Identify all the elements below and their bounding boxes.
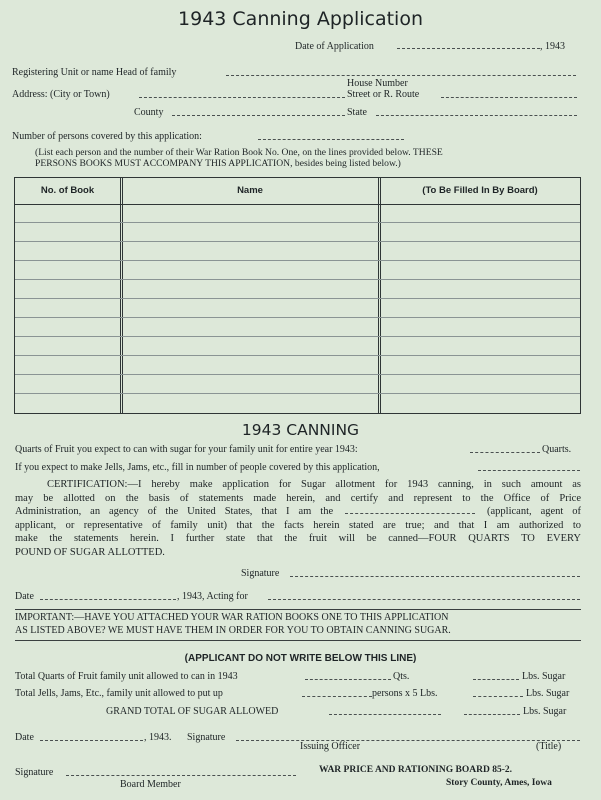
officer-signature-field[interactable]	[236, 740, 580, 741]
total-jells-label: Total Jells, Jams, Etc., family unit allowed to put up	[15, 688, 223, 699]
divider	[15, 609, 581, 610]
quarts-label: Quarts of Fruit you expect to can with sugar for your family unit for entire year 1943:	[15, 444, 358, 455]
table-row[interactable]	[15, 260, 580, 261]
county-field[interactable]	[172, 115, 345, 116]
header-book-number: No. of Book	[40, 185, 95, 196]
table-row[interactable]	[15, 374, 580, 375]
header-name: Name	[237, 185, 263, 196]
grand-total-sugar-field[interactable]	[464, 714, 520, 715]
jells-label: If you expect to make Jells, Jams, etc., fill in number of people covered by this application,	[15, 462, 380, 473]
divider	[15, 640, 581, 641]
board-only-notice: (APPLICANT DO NOT WRITE BELOW THIS LINE)	[184, 653, 417, 664]
table-row[interactable]	[15, 279, 580, 280]
canning-section-title: 1943 CANNING	[241, 421, 360, 439]
board-year-label: , 1943.	[144, 732, 172, 743]
jells-people-field[interactable]	[478, 470, 580, 471]
certification-line: may be allotted on the basis of statements made herein, and certify and represent to the Office of Price	[15, 492, 581, 504]
officer-title-label: (Title)	[536, 741, 562, 752]
grand-total-field-a[interactable]	[329, 714, 441, 715]
important-line-1: IMPORTANT:—HAVE YOU ATTACHED YOUR WAR RATION BOOKS ONE TO THIS APPLICATION	[15, 612, 449, 623]
certification-line: POUND OF SUGAR ALLOTTED.	[15, 546, 165, 558]
officer-signature-label: Signature	[187, 732, 226, 743]
member-signature-field[interactable]	[66, 775, 296, 776]
acting-for-field[interactable]	[268, 599, 580, 600]
date-of-application-field[interactable]	[397, 48, 540, 49]
total-jells-persons-field[interactable]	[302, 696, 372, 697]
table-row[interactable]	[15, 241, 580, 242]
grand-total-label: GRAND TOTAL OF SUGAR ALLOWED	[106, 706, 279, 717]
table-row[interactable]	[15, 393, 580, 394]
persons-count-label: Number of persons covered by this application:	[12, 131, 202, 142]
certification-line: Administration, an agency of the United States, that I am the	[15, 506, 334, 517]
board-name: WAR PRICE AND RATIONING BOARD 85-2.	[319, 765, 513, 775]
county-label: County	[134, 107, 164, 118]
lbs-sugar-unit: Lbs. Sugar	[526, 688, 570, 699]
applicant-signature-label: Signature	[241, 568, 280, 579]
member-signature-label: Signature	[15, 767, 54, 778]
certification-line: CERTIFICATION:—I hereby make application for Sugar allotment for 1943 canning, in such amount as	[47, 479, 581, 490]
street-label: Street or R. Route	[347, 89, 420, 100]
column-divider	[120, 178, 121, 413]
state-label: State	[347, 107, 367, 118]
board-date-label: Date	[15, 732, 34, 743]
total-quarts-field[interactable]	[305, 679, 391, 680]
certification-line: make the statements herein. I further state that the fruit will be canned—FOUR QUARTS TO EVERY	[15, 533, 581, 544]
certification-paragraph	[15, 478, 581, 559]
house-number-label: House Number	[347, 78, 408, 89]
board-location: Story County, Ames, Iowa	[446, 778, 552, 788]
column-divider	[378, 178, 379, 413]
date-of-application-label: Date of Application	[295, 41, 374, 52]
persons-count-field[interactable]	[258, 139, 404, 140]
page-title: 1943 Canning Application	[178, 8, 423, 30]
total-jells-sugar-field[interactable]	[473, 696, 523, 697]
board-date-field[interactable]	[40, 740, 143, 741]
header-board-use: (To Be Filled In By Board)	[422, 185, 538, 196]
table-row[interactable]	[15, 298, 580, 299]
acting-for-label: , 1943, Acting for	[177, 591, 248, 602]
issuing-officer-label: Issuing Officer	[300, 741, 361, 752]
table-row[interactable]	[15, 336, 580, 337]
column-divider	[380, 178, 381, 413]
column-divider	[122, 178, 123, 413]
street-field[interactable]	[441, 97, 577, 98]
total-quarts-label: Total Quarts of Fruit family unit allowed to can in 1943	[15, 671, 238, 682]
registering-unit-label: Registering Unit or name Head of family	[12, 67, 177, 78]
lbs-sugar-unit: Lbs. Sugar	[522, 671, 566, 682]
registering-unit-field[interactable]	[226, 75, 576, 76]
table-row[interactable]	[15, 317, 580, 318]
table-row[interactable]	[15, 355, 580, 356]
quarts-unit: Quarts.	[542, 444, 572, 455]
persons-instructions-1: (List each person and the number of their War Ration Book No. One, on the lines provided below. THESE	[35, 147, 443, 158]
applicant-signature-field[interactable]	[290, 576, 580, 577]
city-field[interactable]	[139, 97, 345, 98]
date-year-suffix: , 1943	[540, 41, 565, 52]
state-field[interactable]	[376, 115, 577, 116]
board-member-label: Board Member	[120, 779, 181, 790]
applicant-role-field[interactable]	[345, 513, 475, 514]
persons-x5-label: persons x 5 Lbs.	[372, 688, 438, 699]
persons-table	[14, 177, 581, 414]
certification-line: applicant, or representative of family unit) that the facts herein stated are true; and that I am authorized to	[15, 519, 581, 531]
address-label: Address: (City or Town)	[12, 89, 110, 100]
table-row[interactable]	[15, 222, 580, 223]
lbs-sugar-unit: Lbs. Sugar	[523, 706, 567, 717]
acting-date-label: Date	[15, 591, 34, 602]
quarts-field[interactable]	[470, 452, 540, 453]
certification-line: (applicant, agent of	[487, 506, 582, 517]
total-quarts-sugar-field[interactable]	[473, 679, 519, 680]
persons-instructions-2: PERSONS BOOKS MUST ACCOMPANY THIS APPLICATION, besides being listed below.)	[35, 158, 401, 169]
certification-line-3	[15, 505, 581, 519]
qts-unit: Qts.	[393, 671, 410, 682]
important-line-2: AS LISTED ABOVE? WE MUST HAVE THEM IN ORDER FOR YOU TO OBTAIN CANNING SUGAR.	[15, 625, 451, 636]
acting-date-field[interactable]	[40, 599, 176, 600]
